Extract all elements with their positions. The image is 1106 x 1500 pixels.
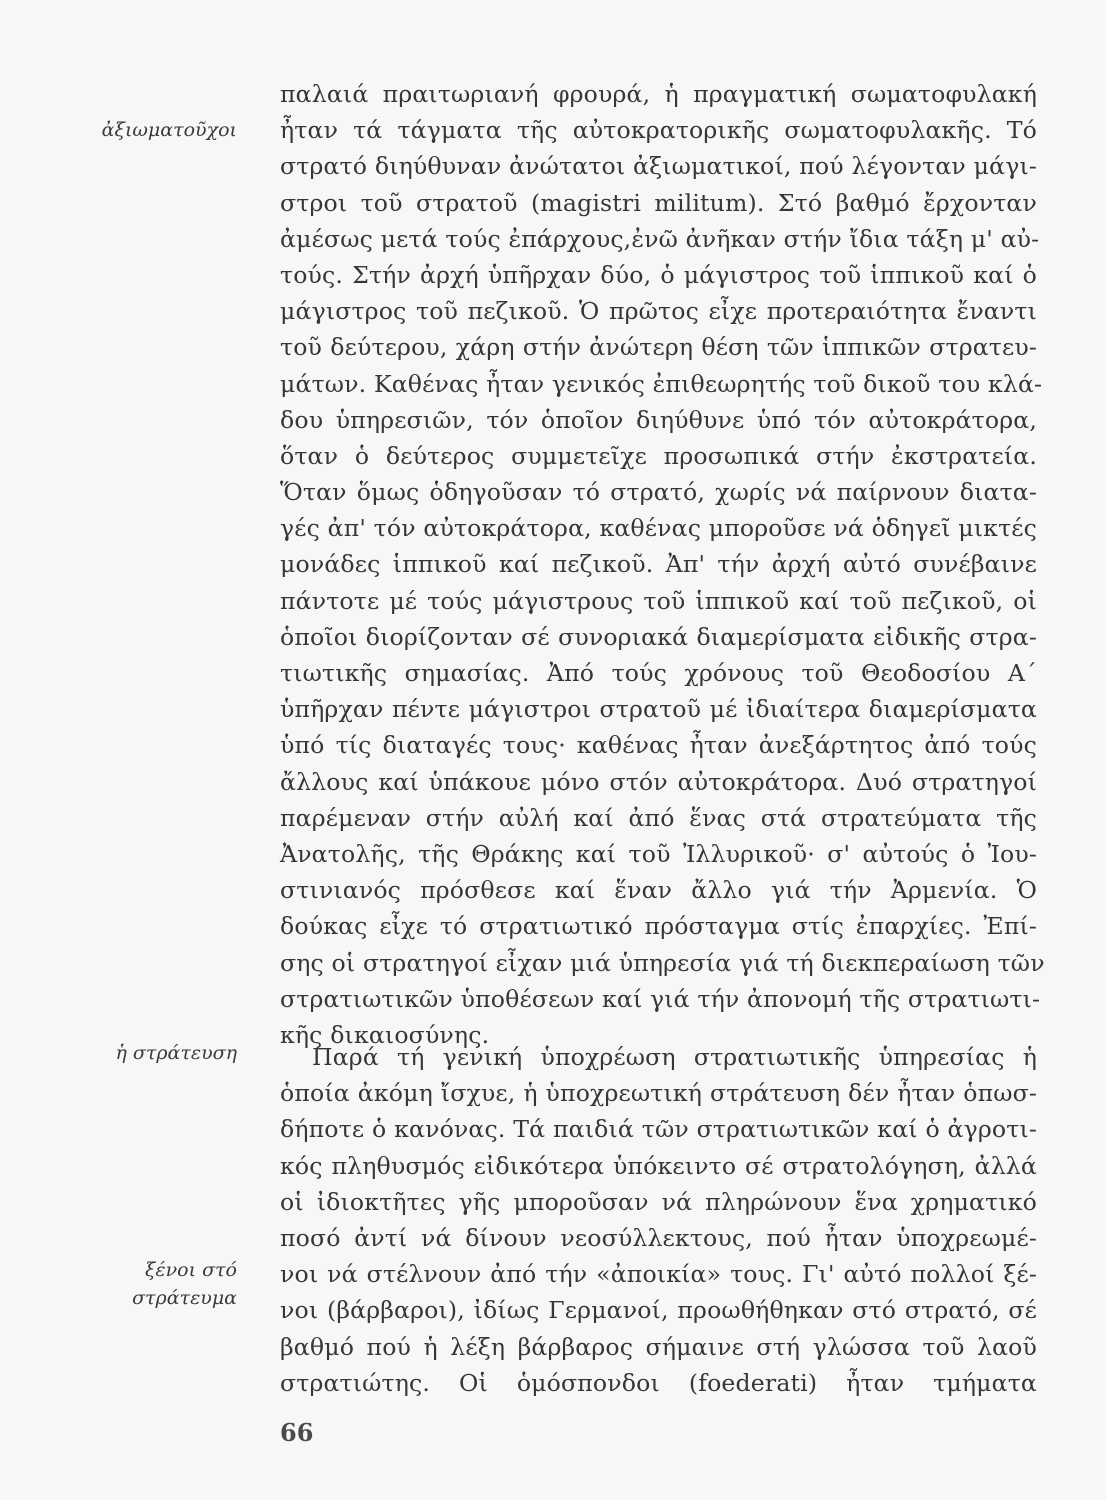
text-line: μάγιστρος τοῦ πεζικοῦ. Ὁ πρῶτος εἶχε προτεραιότητα ἔναντι <box>280 297 1037 326</box>
text-line: τοῦ δεύτερου, χάρη στήν ἀνώτερη θέση τῶν ἱππικῶν στρατευ- <box>280 333 1037 362</box>
text-line: δου ὑπηρεσιῶν, τόν ὁποῖον διηύθυνε ὑπό τόν αὐτοκράτορα, <box>280 405 1037 434</box>
text-line: βαθμό πού ἡ λέξη βάρβαρος σήμαινε στή γλώσσα τοῦ λαοῦ <box>280 1332 1037 1361</box>
text-line: ὁποῖοι διορίζονταν σέ συνοριακά διαμερίσματα εἰδικῆς στρα- <box>280 622 1037 651</box>
text-line: σης οἱ στρατηγοί εἶχαν μιά ὑπηρεσία γιά τή διεκπεραίωση τῶν <box>280 948 1045 977</box>
text-line: μάτων. Καθένας ἦταν γενικός ἐπιθεωρητής τοῦ δικοῦ του κλά- <box>280 369 1043 398</box>
text-line: ὁποία ἀκόμη ἴσχυε, ἡ ὑποχρεωτική στράτευση δέν ἦταν ὁπωσ- <box>280 1079 1037 1108</box>
text-line: πάντοτε μέ τούς μάγιστρους τοῦ ἱππικοῦ καί τοῦ πεζικοῦ, οἱ <box>280 586 1037 615</box>
text-line: ἄλλους καί ὑπάκουε μόνο στόν αὐτοκράτορα. Δυό στρατηγοί <box>280 767 1037 796</box>
margin-note-foreigners-line-2: στράτευμα <box>132 1287 237 1309</box>
margin-note-foreigners <box>62 1256 237 1312</box>
text-line: κῆς δικαιοσύνης. <box>280 1020 490 1049</box>
margin-note-foreigners-line-1: ξένοι στό <box>144 1259 237 1281</box>
text-line: ὅταν ὁ δεύτερος συμμετεῖχε προσωπικά στήν ἐκστρατεία. <box>280 441 1037 470</box>
text-line: στρατιώτης. Οἱ ὁμόσπονδοι (foederati) ἦταν τμήματα <box>280 1368 1037 1397</box>
text-line: στινιανός πρόσθεσε καί ἕναν ἄλλο γιά τήν Ἀρμενία. Ὁ <box>280 876 1037 905</box>
text-line: παρέμεναν στήν αὐλή καί ἀπό ἕνας στά στρατεύματα τῆς <box>280 803 1037 832</box>
text-line: Ὅταν ὅμως ὁδηγοῦσαν τό στρατό, χωρίς νά παίρνουν διατα- <box>280 478 1037 507</box>
text-line: Ἀνατολῆς, τῆς Θράκης καί τοῦ Ἰλλυρικοῦ· σ' αὐτούς ὁ Ἰου- <box>280 839 1037 868</box>
text-line: κός πληθυσμός εἰδικότερα ὑπόκειντο σέ στρατολόγηση, ἀλλά <box>280 1151 1037 1180</box>
text-line: παλαιά πραιτωριανή φρουρά, ἡ πραγματική σωματοφυλακή <box>280 80 1037 108</box>
margin-note-conscription: ἡ στράτευση <box>115 1042 237 1064</box>
text-line: τιωτικῆς σημασίας. Ἀπό τούς χρόνους τοῦ Θεοδοσίου Α´ <box>280 659 1037 687</box>
text-line: ὑπό τίς διαταγές τους· καθένας ἦταν ἀνεξάρτητος ἀπό τούς <box>280 731 1037 760</box>
text-line: μονάδες ἱππικοῦ καί πεζικοῦ. Ἀπ' τήν ἀρχή αὐτό συνέβαινε <box>280 550 1037 579</box>
text-line: Παρά τή γενική ὑποχρέωση στρατιωτικῆς ὑπηρεσίας ἡ <box>312 1043 1037 1071</box>
text-line: δούκας εἶχε τό στρατιωτικό πρόσταγμα στίς ἐπαρχίες. Ἐπί- <box>280 912 1037 941</box>
page-number: 66 <box>280 1418 314 1447</box>
text-line: ἦταν τά τάγματα τῆς αὐτοκρατορικῆς σωματοφυλακῆς. Τό <box>280 116 1037 145</box>
margin-note-officials: ἀξιωματοῦχοι <box>101 119 237 141</box>
text-line: ποσό ἀντί νά δίνουν νεοσύλλεκτους, πού ἦταν ὑποχρεωμέ- <box>280 1223 1037 1252</box>
paragraph-magistri-militum <box>280 76 1045 1053</box>
text-line: νοι νά στέλνουν ἀπό τήν «ἀποικία» τους. Γι' αὐτό πολλοί ξέ- <box>280 1260 1037 1289</box>
paragraph-conscription <box>280 1039 1037 1401</box>
text-line: οἱ ἰδιοκτῆτες γῆς μποροῦσαν νά πληρώνουν ἕνα χρηματικό <box>280 1187 1037 1216</box>
text-line: δήποτε ὁ κανόνας. Τά παιδιά τῶν στρατιωτικῶν καί ὁ ἀγροτι- <box>280 1115 1037 1144</box>
text-line: στρατιωτικῶν ὑποθέσεων καί γιά τήν ἀπονομή τῆς στρατιωτι- <box>280 984 1041 1013</box>
text-line: νοι (βάρβαροι), ἰδίως Γερμανοί, προωθήθηκαν στό στρατό, σέ <box>280 1296 1037 1325</box>
text-line: τούς. Στήν ἀρχή ὑπῆρχαν δύο, ὁ μάγιστρος τοῦ ἱππικοῦ καί ὁ <box>280 260 1037 289</box>
text-line: ἀμέσως μετά τούς ἐπάρχους,ἐνῶ ἀνῆκαν στήν ἴδια τάξη μ' αὐ- <box>280 224 1040 253</box>
text-line: στρατό διηύθυναν ἀνώτατοι ἀξιωματικοί, πού λέγονταν μάγι- <box>280 152 1037 181</box>
text-line: ὑπῆρχαν πέντε μάγιστροι στρατοῦ μέ ἰδιαίτερα διαμερίσματα <box>280 695 1037 724</box>
text-line: στροι τοῦ στρατοῦ (magistri militum). Στό βαθμό ἔρχονταν <box>280 188 1037 217</box>
text-line: γές ἀπ' τόν αὐτοκράτορα, καθένας μποροῦσε νά ὁδηγεῖ μικτές <box>280 514 1038 543</box>
